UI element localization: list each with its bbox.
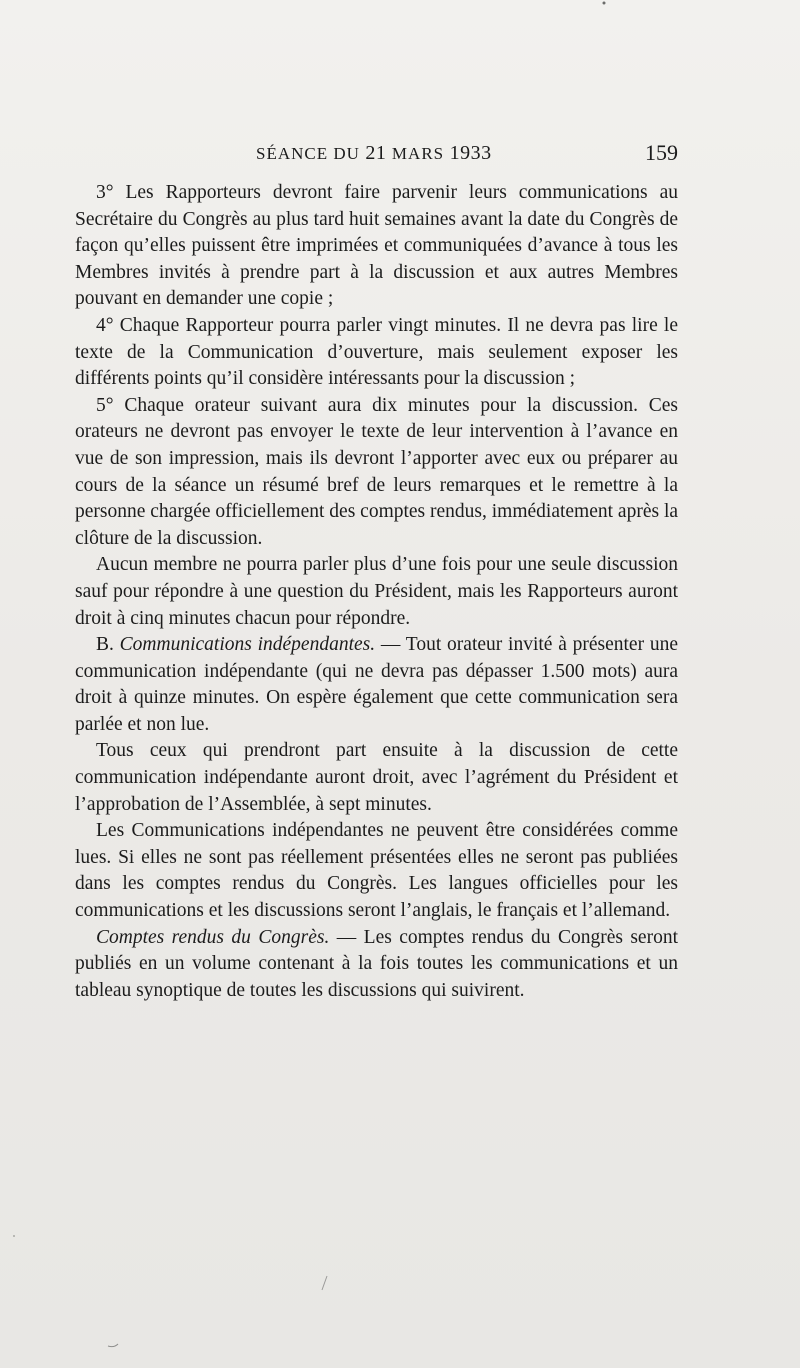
page-number: 159: [645, 140, 678, 165]
section-text-independent: — Tout orateur invité à présenter une communication indépendante (qui ne devra pas dépasser 1.500 mots) aura droit à quinze minutes. On espère également que cette communication sera parlée et non lue.: [75, 634, 679, 735]
paragraph-proceedings: [75, 925, 678, 1005]
body-text: [75, 180, 678, 1004]
running-head: [256, 142, 492, 165]
running-head-year: 1933: [449, 142, 492, 164]
speck-mark: [108, 1344, 118, 1347]
paragraph-rule-3: 3° Les Rapporteurs devront faire parvenir leurs communications au Secrétaire du Congrès au plus tard huit semaines avant la date du Congrès de façon qu’elles puissent être imprimées et communiquées d’avance à tous les Membres invités à prendre part à la discussion et aux autres Membres pouvant en demander une copie ;: [75, 182, 678, 310]
section-label: B.: [96, 634, 114, 656]
running-head-month: MARS: [391, 144, 445, 163]
speck-dot: [13, 1235, 15, 1237]
paragraph-discussion-time: Tous ceux qui prendront part ensuite à la discussion de cette communication indépendante auront droit, avec l’agrément du Président et l’approbation de l’Assemblée, à sept minutes.: [75, 740, 678, 815]
paragraph-languages: Les Communications indépendantes ne peuvent être considérées comme lues. Si elles ne sont pas réellement présentées elles ne seront pas publiées dans les comptes rendus du Congrès. Les langues officielles pour les communications et les discussions seront l’anglais, le français et l’allemand.: [75, 820, 678, 922]
paragraph-independent-communications: [75, 632, 678, 738]
page-header: [75, 136, 678, 176]
speck-dot: [603, 2, 606, 5]
speck-mark: [322, 1276, 327, 1290]
section-text-proceedings: — Les comptes rendus du Congrès seront publiés en un volume contenant à la fois toutes les communications et un tableau synoptique de toutes les discussions qui suivirent.: [75, 926, 679, 1001]
running-head-day: 21: [365, 142, 387, 164]
paragraph-rule-4: 4° Chaque Rapporteur pourra parler vingt minutes. Il ne devra pas lire le texte de la Communication d’ouverture, mais seulement exposer les différents points qu’il considère intéressants pour la discussion ;: [75, 314, 678, 390]
section-heading-proceedings: Comptes rendus du Congrès.: [96, 926, 330, 948]
paragraph-speaking-limit: Aucun membre ne pourra parler plus d’une fois pour une seule discussion sauf pour répondre à une question du Président, mais les Rapporteurs auront droit à cinq minutes chacun pour répondre.: [75, 554, 678, 629]
running-head-prefix: SÉANCE DU: [256, 144, 360, 163]
section-heading-independent: Communications indépendantes.: [119, 634, 376, 656]
paragraph-rule-5: 5° Chaque orateur suivant aura dix minutes pour la discussion. Ces orateurs ne devront pas envoyer le texte de leur intervention à l’avance en vue de son impression, mais ils devront l’apporter avec eux ou préparer au cours de la séance un résumé bref de leurs remarques et le remettre à la personne chargée officiellement des comptes rendus, immédiatement après la clôture de la discussion.: [75, 394, 679, 549]
